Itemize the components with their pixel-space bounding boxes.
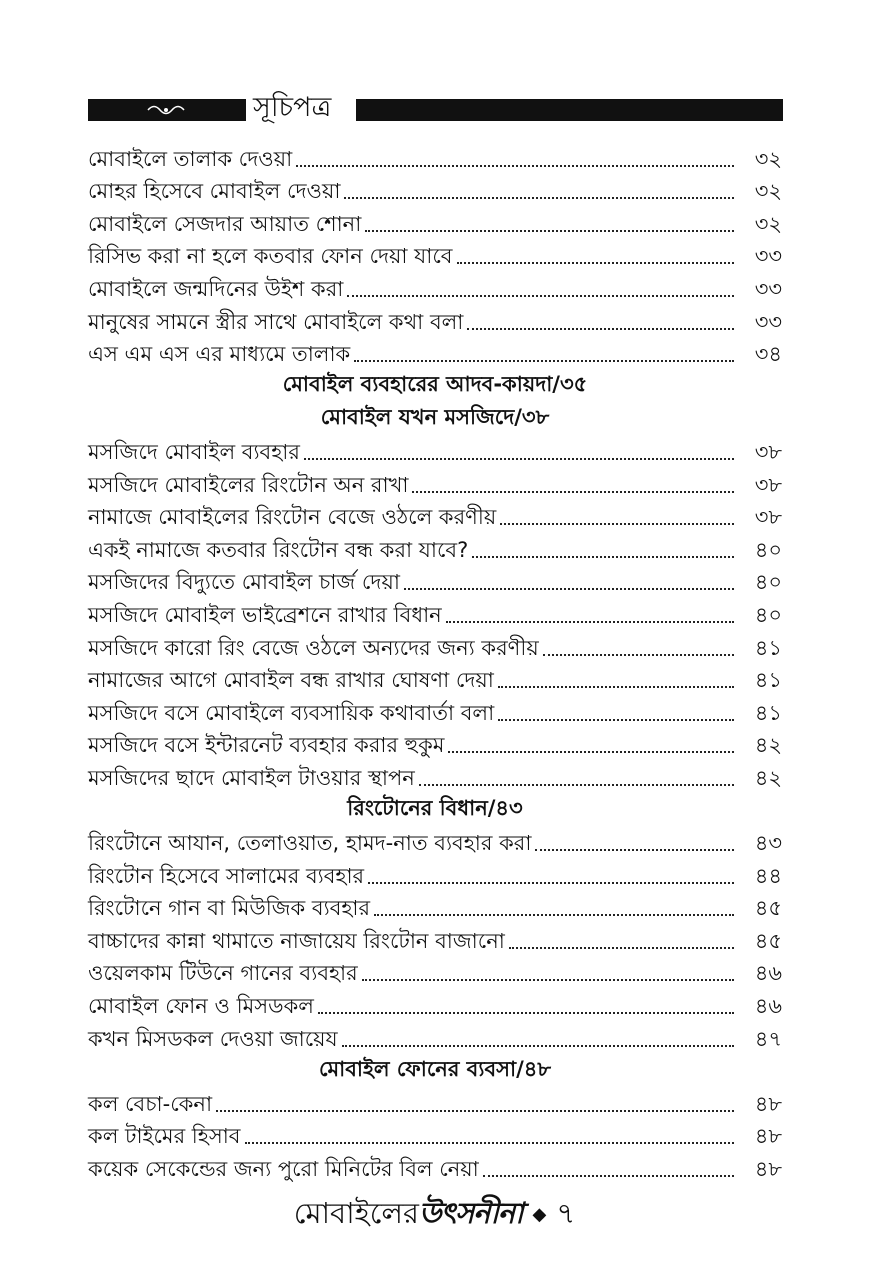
section-heading: মোবাইল যখন মসজিদে/৩৮ <box>320 404 550 429</box>
toc-entry-title: মসজিদে বসে ইন্টারনেট ব্যবহার করার হুকুম <box>88 733 445 758</box>
toc-entry-title: মোহর হিসেবে মোবাইল দেওয়া <box>88 179 341 204</box>
toc-entry <box>88 1085 782 1118</box>
dot-leader <box>342 1045 734 1047</box>
toc-entry-title: মসজিদের বিদ্যুতে মোবাইল চার্জ দেয়া <box>88 570 400 595</box>
section-heading: মোবাইল ফোনের ব্যবসা/৪৮ <box>318 1056 552 1081</box>
toc-entry-title: মসজিদের ছাদে মোবাইল টাওয়ার স্থাপন <box>88 765 415 790</box>
toc-entry <box>88 1150 782 1183</box>
page-number: ৭ <box>556 1196 576 1230</box>
toc-entry-page: ৪৩ <box>754 831 782 856</box>
toc-entry-page: ৩৮ <box>754 439 782 464</box>
dot-leader <box>535 849 734 851</box>
toc-entry-title: এস এম এস এর মাধ্যমে তালাক <box>88 342 351 367</box>
toc-entry-title: কল বেচা-কেনা <box>88 1091 213 1116</box>
toc-entry-title: মানুষের সামনে স্ত্রীর সাথে মোবাইলে কথা বলা <box>88 309 464 334</box>
toc-entry-title: মসজিদে মোবাইলের রিংটোন অন রাখা <box>88 472 409 497</box>
toc-entry-title: কয়েক সেকেন্ডের জন্য পুরো মিনিটের বিল নেয়া <box>88 1157 479 1181</box>
toc-entry-title: নামাজের আগে মোবাইল বন্ধ রাখার ঘোষণা দেয়া <box>88 668 494 693</box>
toc-entry-page: ৪৫ <box>754 896 782 921</box>
toc-entry-page: ৪২ <box>754 733 782 758</box>
dot-leader <box>216 1110 734 1112</box>
header-bar-right <box>356 99 783 121</box>
page-footer <box>0 1193 869 1235</box>
dot-leader <box>498 686 734 688</box>
toc-entry-title: রিসিভ করা না হলে কতবার ফোন দেয়া যাবে <box>88 244 453 269</box>
dot-leader <box>404 588 734 590</box>
toc-entry <box>88 270 782 303</box>
toc-entry <box>88 531 782 564</box>
section-heading: রিংটোনের বিধান/৪৩ <box>347 795 523 820</box>
toc-entry-title: মসজিদে কারো রিং বেজে ওঠলে অন্যদের জন্য করণীয় <box>88 635 539 660</box>
toc-entry <box>88 238 782 271</box>
toc-entry <box>88 596 782 629</box>
dot-leader <box>412 491 734 493</box>
toc-entry-page: ৪১ <box>754 700 782 725</box>
toc-entry-page: ৩২ <box>754 146 782 171</box>
toc-entry-page: ৪৮ <box>754 1124 782 1149</box>
toc-entry-title: মসজিদে মোবাইল ভাইব্রেশনে রাখার বিধান <box>88 602 442 627</box>
toc-entry <box>88 466 782 499</box>
toc-entry <box>88 987 782 1020</box>
toc-entry-title: মোবাইলে তালাক দেওয়া <box>88 146 293 171</box>
dot-leader <box>448 751 734 753</box>
toc-entry-page: ৪০ <box>754 537 782 562</box>
page-title: সূচিপত্র <box>253 92 332 123</box>
dot-leader <box>457 262 735 264</box>
dot-leader <box>347 295 734 297</box>
dot-leader <box>344 197 734 199</box>
toc-entry-page: ৪১ <box>754 668 782 693</box>
toc-entry-title: নামাজে মোবাইলের রিংটোন বেজে ওঠলে করণীয় <box>88 505 497 530</box>
dot-leader <box>245 1142 735 1144</box>
book-title-prefix: মোবাইলের <box>293 1196 419 1230</box>
toc-entry <box>88 303 782 336</box>
dot-leader <box>543 654 734 656</box>
ornament-icon <box>146 101 186 119</box>
toc-entry <box>88 173 782 206</box>
dot-leader <box>419 784 734 786</box>
dot-leader <box>467 328 734 330</box>
dot-leader <box>365 230 734 232</box>
toc-entry <box>88 890 782 923</box>
toc-entry-page: ৪২ <box>754 765 782 790</box>
toc-entry <box>88 336 782 369</box>
dot-leader <box>318 1012 734 1014</box>
dot-leader <box>354 360 734 362</box>
toc-entry <box>88 564 782 597</box>
toc-entry-page: ৪৫ <box>754 928 782 953</box>
toc-entry <box>88 433 782 466</box>
toc-entry-page: ৪৮ <box>754 1091 782 1116</box>
toc-entry <box>88 857 782 890</box>
toc-entry-title: রিংটোন হিসেবে সালামের ব্যবহার <box>88 863 365 888</box>
section-heading: মোবাইল ব্যবহারের আদব-কায়দা/৩৫ <box>282 372 588 397</box>
table-of-contents <box>88 140 782 1183</box>
toc-entry <box>88 922 782 955</box>
dot-leader <box>472 556 734 558</box>
dot-leader <box>483 1175 734 1177</box>
toc-entry-title: মোবাইলে জন্মদিনের উইশ করা <box>88 276 344 301</box>
toc-entry-title: মসজিদে বসে মোবাইলে ব্যবসায়িক কথাবার্তা বলা <box>88 700 495 725</box>
toc-entry-page: ৪১ <box>754 635 782 660</box>
toc-entry <box>88 662 782 695</box>
diamond-bullet-icon: ◆ <box>532 1204 547 1225</box>
toc-entry-title: রিংটোনে গান বা মিউজিক ব্যবহার <box>88 896 371 921</box>
toc-entry-title: ওয়েলকাম টিউনে গানের ব্যবহার <box>88 961 358 986</box>
toc-entry <box>88 1118 782 1151</box>
toc-entry-page: ৪০ <box>754 570 782 595</box>
toc-entry-page: ৪৪ <box>754 863 782 888</box>
toc-entry-page: ৩২ <box>754 179 782 204</box>
dot-leader <box>446 621 734 623</box>
toc-entry <box>88 727 782 760</box>
toc-entry-page: ৩৪ <box>754 342 782 367</box>
toc-entry-title: কল টাইমের হিসাব <box>88 1124 241 1149</box>
toc-entry-page: ৩৩ <box>754 244 782 269</box>
toc-entry-page: ৪৮ <box>754 1157 782 1181</box>
toc-entry <box>88 955 782 988</box>
toc-entry-page: ৩৮ <box>754 505 782 530</box>
toc-entry-title: মোবাইল ফোন ও মিসডকল <box>88 994 314 1019</box>
dot-leader <box>374 914 734 916</box>
toc-entry-title: কখন মিসডকল দেওয়া জায়েয <box>88 1026 338 1051</box>
toc-entry-title: বাচ্চাদের কান্না থামাতে নাজায়েয রিংটোন বাজানো <box>88 928 505 953</box>
toc-header <box>88 92 783 126</box>
toc-entry-title: একই নামাজে কতবার রিংটোন বন্ধ করা যাবে? <box>88 537 469 562</box>
toc-entry-page: ৩২ <box>754 211 782 236</box>
toc-entry <box>88 694 782 727</box>
dot-leader <box>296 165 734 167</box>
toc-entry-page: ৩৩ <box>754 309 782 334</box>
toc-entry <box>88 499 782 532</box>
dot-leader <box>509 947 734 949</box>
toc-entry <box>88 205 782 238</box>
dot-leader <box>362 979 734 981</box>
dot-leader <box>368 882 734 884</box>
toc-entry <box>88 824 782 857</box>
toc-entry-page: ৩৩ <box>754 276 782 301</box>
dot-leader <box>500 523 734 525</box>
toc-entry <box>88 629 782 662</box>
toc-entry <box>88 759 782 792</box>
toc-entry-page: ৪৬ <box>754 961 782 986</box>
book-title-brand: উৎসনীনা <box>418 1196 523 1230</box>
dot-leader <box>304 458 734 460</box>
dot-leader <box>498 719 734 721</box>
toc-entry-title: রিংটোনে আযান, তেলাওয়াত, হামদ-নাত ব্যবহার করা <box>88 831 532 856</box>
toc-entry <box>88 140 782 173</box>
toc-entry <box>88 1020 782 1053</box>
toc-entry-title: মসজিদে মোবাইল ব্যবহার <box>88 439 300 464</box>
toc-entry-page: ৪০ <box>754 602 782 627</box>
toc-entry-title: মোবাইলে সেজদার আয়াত শোনা <box>88 211 362 236</box>
toc-entry-page: ৪৬ <box>754 994 782 1019</box>
toc-entry-page: ৩৮ <box>754 472 782 497</box>
toc-entry-page: ৪৭ <box>754 1026 782 1051</box>
